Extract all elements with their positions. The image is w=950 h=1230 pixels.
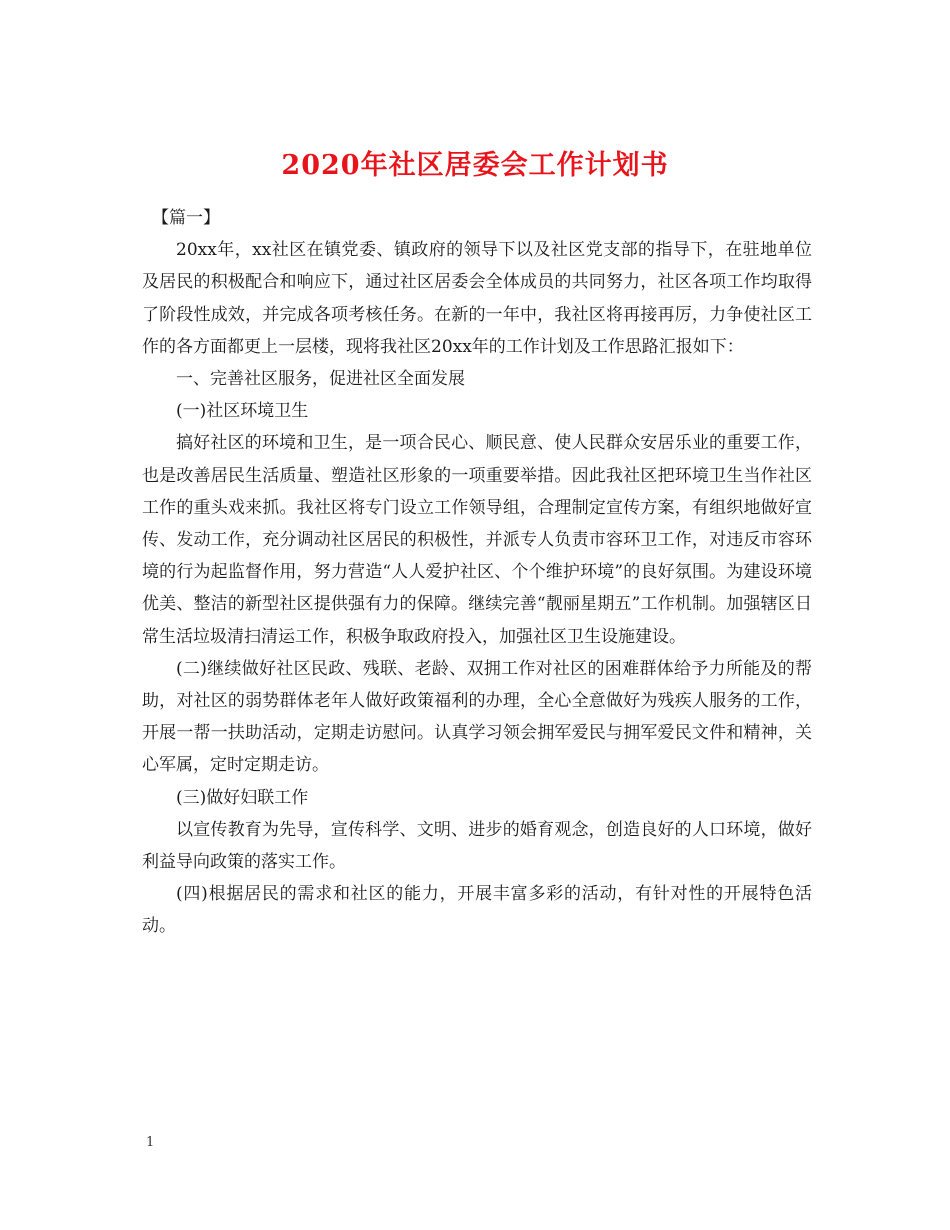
subheading-womens-federation: (三)做好妇联工作 [176,787,309,808]
heading-part-one: 一、完善社区服务，促进社区全面发展 [176,369,465,390]
document-title: 2020年社区居委会工作计划书 [281,150,669,182]
paragraph-womens-federation: 以宣传教育为先导，宣传科学、文明、进步的婚育观念，创造良好的人口环境，做好利益导向政策的落实工作。 [142,819,812,873]
page-number: 1 [146,1135,155,1150]
paragraph-activities: (四)根据居民的需求和社区的能力，开展丰富多彩的活动，有针对性的开展特色活动。 [142,884,812,937]
subheading-environment: (一)社区环境卫生 [176,401,309,422]
paragraph-environment: 搞好社区的环境和卫生，是一项合民心、顺民意、使人民群众安居乐业的重要工作，也是改善居民生活质量、塑造社区形象的一项重要举措。因此我社区把环境卫生当作社区工作的重头戏来抓。我社区将专门设立工作领导组，合理制定宣传方案，有组织地做好宣传、发动工作，充分调动社区居民的积极性，并派专人负责市容环卫工作，对违反市容环境的行为起监督作用，努力营造“人人爱护社区、个个维护环境”的良好氛围。为建设环境优美、整洁的新型社区提供强有力的保障。继续完善“靓丽星期五”工作机制。加强辖区日常生活垃圾清扫清运工作，积极争取政府投入，加强社区卫生设施建设。 [142,433,812,647]
section-label: 【篇一】 [152,208,220,228]
paragraph-civil-affairs: (二)继续做好社区民政、残联、老龄、双拥工作对社区的困难群体给予力所能及的帮助，对社区的弱势群体老年人做好政策福利的办理，全心全意做好为残疾人服务的工作，开展一帮一扶助活动，定期走访慰问。认真学习领会拥军爱民与拥军爱民文件和精神，关心军属，定时定期走访。 [142,658,812,776]
paragraph-intro: 20xx年，xx社区在镇党委、镇政府的领导下以及社区党支部的指导下，在驻地单位及居民的积极配合和响应下，通过社区居委会全体成员的共同努力，社区各项工作均取得了阶段性成效，并完成各项考核任务。在新的一年中，我社区将再接再厉，力争使社区工作的各方面都更上一层楼，现将我社区20xx年的工作计划及工作思路汇报如下： [142,240,812,357]
document-body [142,202,812,943]
